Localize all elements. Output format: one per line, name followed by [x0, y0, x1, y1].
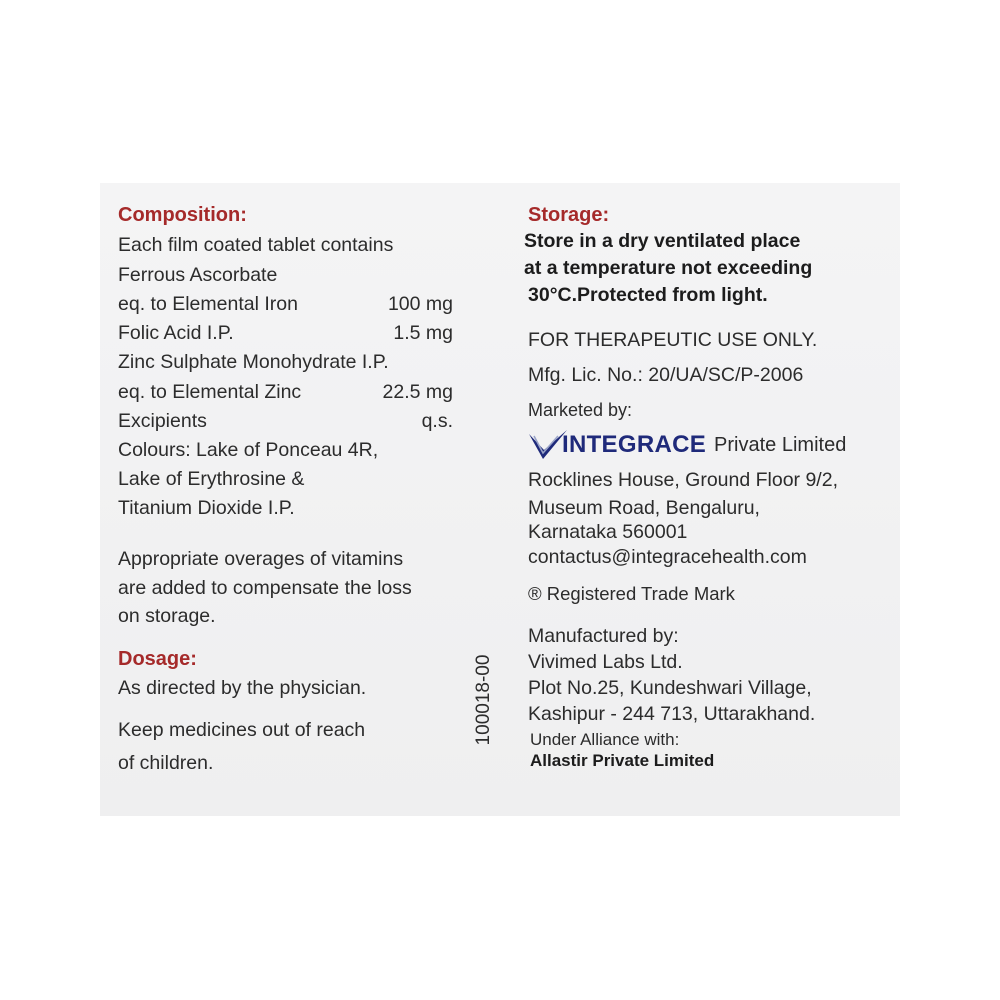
alliance-company: Allastir Private Limited: [530, 751, 715, 770]
overage-line: Appropriate overages of vitamins: [118, 548, 404, 570]
contact-email: contactus@integracehealth.com: [528, 546, 807, 568]
address-line: Rocklines House, Ground Floor 9/2,: [528, 469, 838, 491]
ingredient-qty: q.s.: [421, 410, 453, 432]
lot-code: 100018-00: [473, 654, 494, 746]
warning-line: of children.: [118, 752, 214, 774]
marketed-by-label: Marketed by:: [528, 400, 633, 420]
manufacturer-line: Kashipur - 244 713, Uttarakhand.: [528, 703, 816, 725]
dosage-text: As directed by the physician.: [118, 677, 367, 699]
composition-heading: Composition:: [118, 204, 247, 226]
overage-line: are added to compensate the loss: [118, 577, 412, 599]
ingredient-name: Folic Acid I.P.: [118, 322, 234, 344]
manufacturer-line: Plot No.25, Kundeshwari Village,: [528, 677, 812, 699]
ingredient-qty: 22.5 mg: [382, 381, 453, 403]
alliance-label: Under Alliance with:: [530, 730, 680, 749]
composition-line: Ferrous Ascorbate: [118, 264, 278, 286]
overage-line: on storage.: [118, 605, 216, 627]
therapeutic-note: FOR THERAPEUTIC USE ONLY.: [528, 329, 818, 351]
license-number: Mfg. Lic. No.: 20/UA/SC/P-2006: [528, 364, 804, 386]
colours-line: Titanium Dioxide I.P.: [118, 497, 295, 519]
trademark-note: ® Registered Trade Mark: [528, 583, 735, 604]
composition-line: Each film coated tablet contains: [118, 234, 394, 256]
storage-line: 30°C.Protected from light.: [528, 284, 768, 306]
colours-line: Lake of Erythrosine &: [118, 468, 305, 490]
storage-heading: Storage:: [528, 204, 610, 226]
colours-line: Colours: Lake of Ponceau 4R,: [118, 439, 379, 461]
address-line: Karnataka 560001: [528, 521, 688, 543]
ingredient-qty: 1.5 mg: [393, 322, 453, 344]
manufactured-by-label: Manufactured by:: [528, 625, 679, 647]
storage-line: Store in a dry ventilated place: [524, 230, 801, 252]
warning-line: Keep medicines out of reach: [118, 719, 366, 741]
ingredient-name: Excipients: [118, 410, 207, 432]
ingredient-name: eq. to Elemental Iron: [118, 293, 298, 315]
ingredient-name: eq. to Elemental Zinc: [118, 381, 302, 403]
integrace-logo: [528, 428, 846, 462]
composition-line: Zinc Sulphate Monohydrate I.P.: [118, 351, 389, 373]
manufacturer-line: Vivimed Labs Ltd.: [528, 651, 683, 673]
address-line: Museum Road, Bengaluru,: [528, 497, 760, 519]
ingredient-qty: 100 mg: [387, 293, 453, 315]
storage-line: at a temperature not exceeding: [524, 257, 813, 279]
brand-name: INTEGRACE: [562, 431, 707, 458]
brand-suffix: Private Limited: [714, 433, 847, 456]
dosage-heading: Dosage:: [118, 648, 197, 670]
